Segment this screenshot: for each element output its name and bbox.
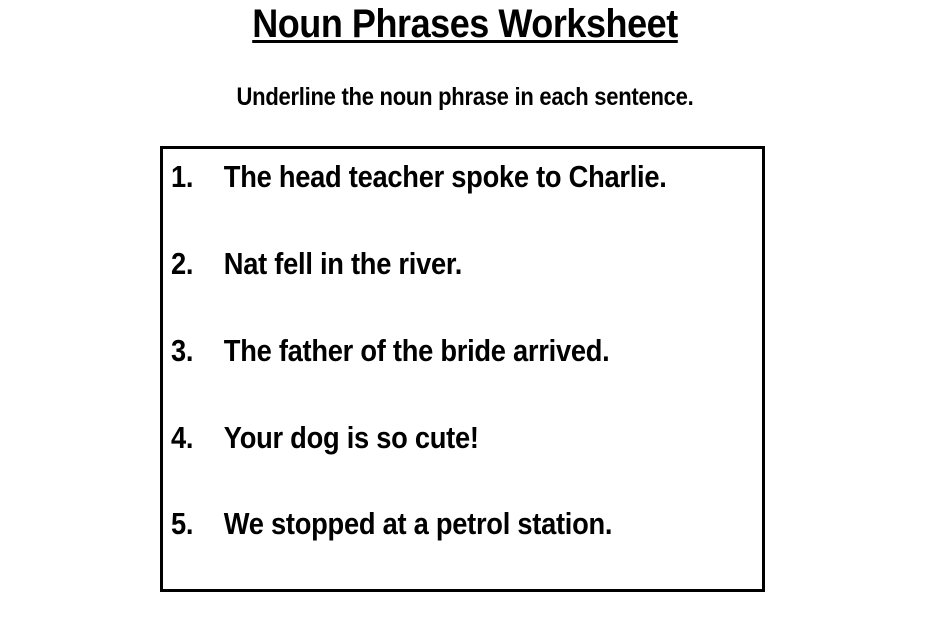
sentence-item-4 [171, 418, 479, 458]
sentence-text: The head teacher spoke to Charlie. [223, 159, 667, 194]
worksheet-title: Noun Phrases Worksheet [252, 2, 678, 46]
sentence-text: The father of the bride arrived. [223, 333, 610, 368]
worksheet-instruction: Underline the noun phrase in each sentence. [236, 83, 694, 111]
sentence-number: 3. [171, 333, 194, 368]
sentence-item-3 [171, 331, 609, 371]
sentence-number: 2. [171, 246, 194, 281]
sentence-text: We stopped at a petrol station. [223, 506, 613, 541]
sentence-item-2 [171, 244, 462, 284]
sentence-number: 1. [171, 159, 194, 194]
sentence-box [160, 146, 765, 592]
sentence-text: Nat fell in the river. [223, 246, 463, 281]
sentence-item-5 [171, 504, 612, 544]
sentence-number: 5. [171, 506, 194, 541]
sentence-text: Your dog is so cute! [223, 420, 479, 455]
sentence-item-1 [171, 157, 667, 197]
sentence-number: 4. [171, 420, 194, 455]
